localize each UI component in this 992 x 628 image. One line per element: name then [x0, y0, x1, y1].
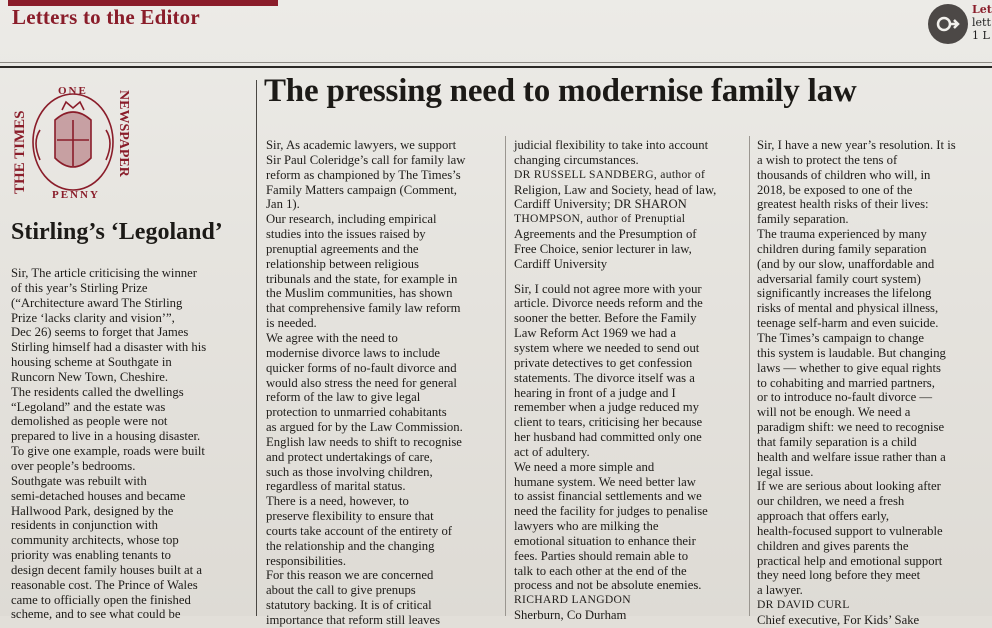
text-line: Chief executive, For Kids’ Sake [757, 613, 920, 627]
column-divider-2 [505, 136, 506, 616]
text-line: client to tears, criticising her because [514, 415, 703, 430]
text-line: remember when a judge reduced my [514, 400, 699, 415]
text-line: There is a need, however, to [266, 494, 409, 509]
text-line: practical help and emotional support [757, 553, 943, 568]
text-line: would also stress the need for general [266, 375, 457, 390]
logo-text-left: THE TIMES [12, 110, 28, 194]
text-line: they need long before they meet [757, 568, 921, 583]
sidebar-letter-body [11, 266, 249, 622]
text-line: English law needs to shift to recognise [266, 434, 462, 449]
text-line: the relationship and the changing [266, 538, 435, 553]
text-line: of this year’s Stirling Prize [11, 280, 148, 295]
text-line: legal issue. [757, 464, 814, 479]
text-line: courts take account of the entirety of [266, 523, 453, 538]
text-line: significantly increases the lifelong [757, 286, 932, 301]
text-line: children and gives parents the [757, 538, 909, 553]
text-line: tribunals and the state, for example in [266, 271, 458, 286]
text-line: design decent family houses built at a [11, 562, 202, 577]
text-line: studies into the issues raised by [266, 227, 426, 242]
text-line: approach that offers early, [757, 509, 890, 524]
text-line: that family separation is a child [757, 434, 917, 449]
text-line: Agreements and the Presumption of [514, 227, 697, 242]
text-line: thousands of children who will, in [757, 167, 931, 182]
text-line: relationship between religious [266, 256, 419, 271]
header-rule [0, 66, 992, 68]
logo-text-right: NEWSPAPER [116, 90, 131, 177]
text-line: Runcorn New Town, Cheshire. [11, 369, 169, 384]
text-line: (and by our slow, unaffordable and [757, 256, 935, 271]
text-line: Sir, I could not agree more with your [514, 281, 702, 296]
paragraph-gap [514, 272, 744, 282]
text-line: Free Choice, senior lecturer in law, [514, 241, 692, 256]
text-line: humane system. We need better law [514, 474, 696, 489]
text-line: prepared to live in a housing disaster. [11, 429, 201, 444]
column-divider-3 [749, 136, 750, 616]
text-line: responsibilities. [266, 553, 346, 568]
text-line: Law Reform Act 1969 we had a [514, 326, 677, 341]
text-line: about the call to give prenups [266, 583, 416, 598]
text-line: priority was enabling tenants to [11, 548, 171, 563]
times-logo [10, 80, 136, 202]
text-line: as argued for by the Law Commission. [266, 420, 463, 435]
crest-icon [33, 94, 113, 190]
text-line: We agree with the need to [266, 330, 398, 345]
text-line: DR DAVID CURL [757, 598, 850, 612]
text-line: Sherburn, Co Durham [514, 608, 627, 623]
section-title: Letters to the Editor [12, 5, 200, 29]
text-line: reform of the law to give legal [266, 390, 421, 405]
logo-text-bottom: PENNY [52, 189, 100, 201]
text-line: such as those involving children, [266, 464, 433, 479]
text-line: to cohabiting and married partners, [757, 375, 935, 390]
text-line: quicker forms of no-fault divorce and [266, 360, 457, 375]
text-line: reasonable cost. The Prince of Wales [11, 577, 198, 592]
arrow-icon [935, 11, 961, 37]
text-line: health-focused support to vulnerable [757, 523, 943, 538]
text-line: over people’s bedrooms. [11, 458, 136, 473]
text-line: “Legoland” and the estate was [11, 399, 166, 414]
text-line: Dec 26) seems to forget that James [11, 325, 189, 340]
text-line: is needed. [266, 316, 317, 331]
text-line: need the facility for judges to penalise [514, 504, 708, 519]
text-line: a lawyer. [757, 583, 803, 598]
text-line: will not be enough. We need a [757, 405, 911, 420]
text-line: community architects, whose top [11, 533, 179, 548]
letter-column-1 [266, 138, 498, 627]
text-line: risks of mental and physical illness, [757, 301, 939, 316]
text-line: To give one example, roads were built [11, 444, 205, 459]
text-line: The residents called the dwellings [11, 384, 184, 399]
text-line: paradigm shift: we need to recognise [757, 420, 945, 435]
text-line: fees. Parties should remain able to [514, 548, 689, 563]
text-line: sooner the better. Before the Family [514, 311, 697, 326]
text-line: a wish to protect the tens of [757, 152, 898, 167]
text-line: Sir, The article criticising the winner [11, 266, 197, 280]
text-line: children during family separation [757, 241, 927, 256]
text-line: We need a more simple and [514, 459, 655, 474]
text-line: emotional situation to enhance their [514, 533, 696, 548]
text-line: Religion, Law and Society, head of law, [514, 182, 717, 197]
text-line: Family Matters campaign (Comment, [266, 182, 457, 197]
text-line: Hallwood Park, designed by the [11, 503, 174, 518]
text-line: her husband had committed only one [514, 430, 702, 445]
text-line: 2018, be exposed to one of the [757, 182, 913, 197]
text-line: this system is laudable. But changing [757, 345, 946, 360]
text-line: housing scheme at Southgate in [11, 355, 172, 370]
text-line: regardless of marital status. [266, 479, 406, 494]
text-line: lawyers who are milking the [514, 519, 659, 534]
headline: The pressing need to modernise family law [264, 73, 857, 109]
text-line: Our research, including empirical [266, 212, 437, 227]
text-line: statutory backing. It is of critical [266, 598, 432, 613]
text-line: talk to each other at the end of the [514, 563, 687, 578]
text-line: demolished as people were not [11, 414, 168, 429]
text-line: to assist financial settlements and we [514, 489, 702, 504]
text-line: family separation. [757, 212, 849, 227]
text-line: THOMPSON, author of Prenuptial [514, 212, 686, 226]
text-line: teenage self-harm and even suicide. [757, 316, 939, 331]
text-line: scheme, and to see what could be [11, 607, 181, 622]
text-line: our children, we need a fresh [757, 494, 905, 509]
text-line: Jan 1). [266, 197, 300, 212]
text-line: importance that reform still leaves [266, 613, 441, 627]
text-line: process and not be absolute enemies. [514, 578, 702, 593]
text-line: article. Divorce needs reform and the [514, 296, 703, 311]
text-line: If we are serious about looking after [757, 479, 941, 494]
text-line: private detectives to get confession [514, 355, 693, 370]
nav-arrow-icon[interactable] [928, 4, 968, 44]
text-line: The Times’s campaign to change [757, 330, 925, 345]
text-line: reform as championed by The Times’s [266, 167, 461, 182]
text-line: residents in conjunction with [11, 518, 158, 533]
text-line: changing circumstances. [514, 152, 639, 167]
teaser-line-3: 1 L [972, 29, 990, 42]
text-line: hearing in front of a judge and I [514, 385, 676, 400]
logo-text-top: ONE [58, 85, 88, 97]
text-line: modernise divorce laws to include [266, 345, 441, 360]
text-line: greatest health risks of their lives: [757, 197, 929, 212]
text-line: (“Architecture award The Stirling [11, 295, 183, 310]
text-line: Stirling himself had a disaster with his [11, 340, 207, 355]
text-line: came to officially open the finished [11, 592, 191, 607]
text-line: system where we needed to send out [514, 340, 700, 355]
sidebar-letter-title: Stirling’s ‘Legoland’ [11, 219, 223, 245]
text-line: that comprehensive family law reform [266, 301, 461, 316]
text-line: The trauma experienced by many [757, 227, 927, 242]
teaser-text[interactable] [972, 3, 992, 42]
text-line: preserve flexibility to ensure that [266, 509, 434, 524]
text-line: RICHARD LANGDON [514, 593, 631, 607]
text-line: or to introduce no-fault divorce — [757, 390, 933, 405]
text-line: Cardiff University; DR SHARON [514, 197, 687, 212]
text-line: DR RUSSELL SANDBERG, author of [514, 167, 706, 181]
text-line: judicial flexibility to take into account [514, 138, 709, 152]
text-line: semi-detached houses and became [11, 488, 186, 503]
text-line: Southgate was rebuilt with [11, 473, 147, 488]
column-divider-main [256, 80, 257, 616]
text-line: Sir, As academic lawyers, we support [266, 138, 457, 152]
text-line: and protect undertakings of care, [266, 449, 433, 464]
text-line: protection to unmarried cohabitants [266, 405, 447, 420]
text-line: adversarial family court system) [757, 271, 921, 286]
text-line: For this reason we are concerned [266, 568, 434, 583]
text-line: act of adultery. [514, 444, 590, 459]
text-line: Sir, I have a new year’s resolution. It is [757, 138, 956, 152]
teaser-line-1: Let [972, 3, 992, 16]
text-line: Prize ‘lacks clarity and vision’”, [11, 310, 175, 325]
text-line: the Muslim communities, has shown [266, 286, 453, 301]
header-rule-thin [0, 62, 992, 63]
teaser-line-2: lett [972, 16, 991, 29]
letter-column-2 [514, 138, 744, 623]
text-line: laws — whether to give equal rights [757, 360, 941, 375]
text-line: prenuptial agreements and the [266, 241, 419, 256]
text-line: statements. The divorce itself was a [514, 370, 695, 385]
letter-column-3 [757, 138, 989, 627]
text-line: Sir Paul Coleridge’s call for family law [266, 152, 466, 167]
text-line: health and welfare issue rather than a [757, 449, 946, 464]
text-line: Cardiff University [514, 256, 608, 271]
